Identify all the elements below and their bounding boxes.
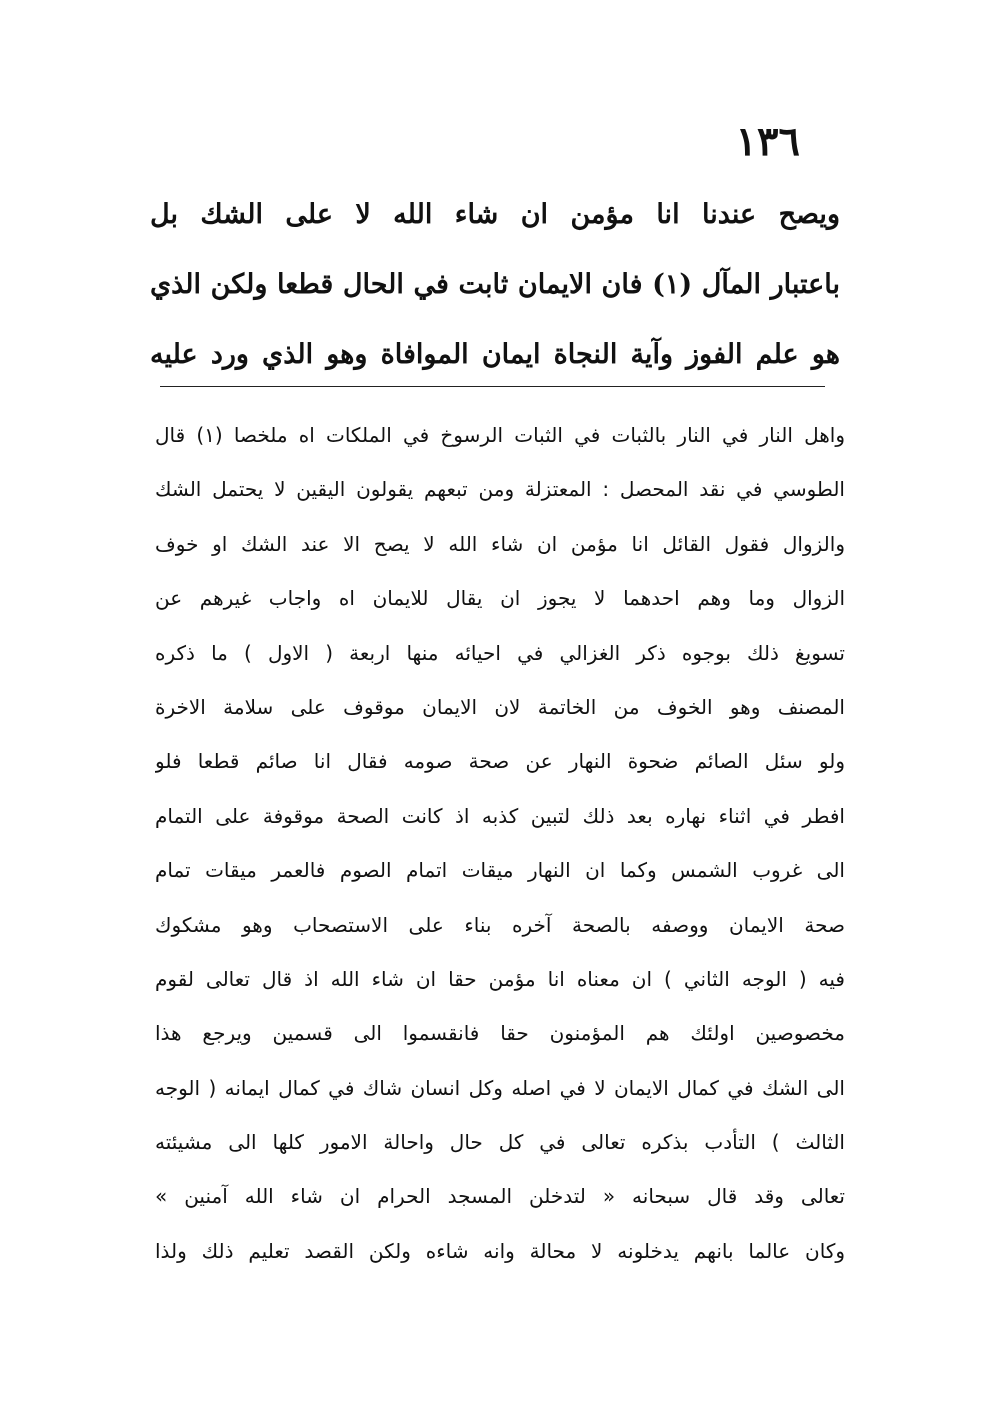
- footnote-line: الثالث ) التأدب بذكره تعالى في كل حال واحالة الامور كلها الى مشيئته: [155, 1130, 845, 1155]
- footnote-divider: [160, 386, 825, 387]
- footnote-line: الزوال وما وهم احدهما لا يجوز ان يقال للايمان اه واجاب غيرهم عن: [155, 586, 845, 611]
- main-text-line: هو علم الفوز وآية النجاة ايمان الموافاة وهو الذي ورد عليه: [150, 339, 840, 370]
- footnote-line: تعالى وقد قال سبحانه « لتدخلن المسجد الحرام ان شاء الله آمنين »: [155, 1184, 845, 1209]
- footnote-line: المصنف وهو الخوف من الخاتمة لان الايمان موقوف على سلامة الاخرة: [155, 694, 845, 719]
- footnote-line: مخصوصين اولئك هم المؤمنون حقا فانقسموا الى قسمين ويرجع هذا: [155, 1021, 845, 1046]
- footnote-line: ولو سئل الصائم ضحوة النهار عن صحة صومه فقال انا صائم قطعا فلو: [155, 749, 845, 774]
- footnote-line: الى الشك في كمال الايمان لا في اصله وكل انسان شاك في كمال ايمانه ( الوجه: [155, 1075, 845, 1100]
- footnote-line: الطوسي في نقد المحصل : المعتزلة ومن تبعهم يقولون اليقين لا يحتمل الشك: [155, 477, 845, 502]
- footnote-line: افطر في اثناء نهاره بعد ذلك لتبين كذبه اذ كانت الصحة موقوفة على التمام: [155, 803, 845, 828]
- footnote-line: تسويغ ذلك بوجوه ذكر الغزالي في احيائه منها اربعة ( الاول ) ما ذكره: [155, 640, 845, 665]
- main-text-line: باعتبار المآل (١) فان الايمان ثابت في الحال قطعا ولكن الذي: [150, 269, 840, 300]
- main-text-block: [150, 180, 840, 390]
- footnote-line: الى غروب الشمس وكما ان النهار ميقات اتمام الصوم فالعمر ميقات تمام: [155, 858, 845, 883]
- footnote-line: واهل النار في النار بالثبات في الثبات الرسوخ في الملكات اه ملخصا (١) قال: [155, 423, 845, 447]
- footnote-line: صحة الايمان ووصفه بالصحة آخره بناء على الاستصحاب وهو مشكوك: [155, 912, 845, 937]
- footnote-line: فيه ( الوجه الثاني ) ان معناه انا مؤمن حقا ان شاء الله اذ قال تعالى لقوم: [155, 966, 845, 991]
- footnote-block: [155, 408, 845, 1278]
- footnote-line: والزوال فقول القائل انا مؤمن ان شاء الله لا يصح الا عند الشك او خوف: [155, 531, 845, 556]
- footnote-line: وكان عالما بانهم يدخلونه لا محالة وانه شاءه ولكن القصد تعليم ذلك ولذا: [155, 1238, 845, 1263]
- main-text-line: ويصح عندنا انا مؤمن ان شاء الله لا على الشك بل: [150, 199, 840, 230]
- page-number: ١٣٦: [735, 118, 800, 165]
